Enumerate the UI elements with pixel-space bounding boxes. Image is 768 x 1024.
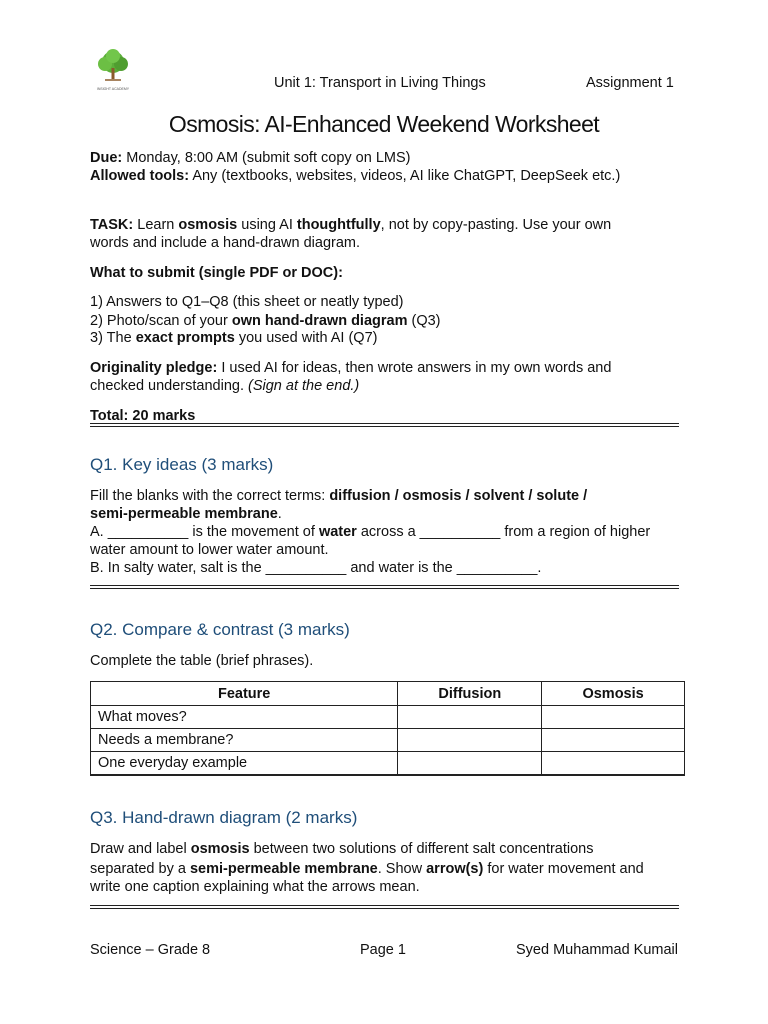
pledge-text: checked understanding. xyxy=(90,378,248,394)
item-bold: own hand-drawn diagram xyxy=(231,313,408,329)
tools-line xyxy=(90,167,620,185)
tools-value: Any (textbooks, websites, videos, AI like ChatGPT, DeepSeek etc.) xyxy=(189,168,621,184)
item-text: (Q3) xyxy=(407,313,441,329)
q1-intro xyxy=(90,487,587,505)
item-text: you used with AI (Q7) xyxy=(234,330,378,346)
table-row xyxy=(91,729,685,752)
q1-heading: Q1. Key ideas (3 marks) xyxy=(90,455,274,474)
due-label: Due: xyxy=(90,150,123,166)
row-label: What moves? xyxy=(91,706,398,729)
q3-line-3: write one caption explaining what the arrows mean. xyxy=(90,879,420,895)
task-bold-thoughtfully: thoughtfully xyxy=(296,217,381,233)
q1-part-a-line-2: water amount to lower water amount. xyxy=(90,542,329,558)
row-label: Needs a membrane? xyxy=(91,729,398,752)
footer-page-number: Page 1 xyxy=(360,942,406,958)
pledge-line-1 xyxy=(90,359,611,377)
q3-line-1 xyxy=(90,840,594,858)
submit-item-2 xyxy=(90,312,441,330)
q3-bold: semi-permeable membrane xyxy=(189,861,378,877)
q3-text: for water movement and xyxy=(483,861,644,877)
table-header-row xyxy=(91,682,685,706)
q1-terms: semi-permeable membrane xyxy=(90,506,278,522)
table-row xyxy=(91,752,685,776)
task-text: using AI xyxy=(237,217,297,233)
divider xyxy=(90,905,679,909)
submit-item-1: 1) Answers to Q1–Q8 (this sheet or neatly typed) xyxy=(90,294,404,310)
q1-part-a xyxy=(90,523,650,541)
q3-line-2 xyxy=(90,860,644,878)
answer-cell[interactable] xyxy=(542,706,685,729)
task-text: , not by copy-pasting. Use your own xyxy=(380,217,612,233)
q1-a-text: across a __________ from a region of higher xyxy=(356,524,651,540)
q3-text: . Show xyxy=(377,861,427,877)
q1-terms-line-2 xyxy=(90,505,282,523)
task-line-2: words and include a hand-drawn diagram. xyxy=(90,235,361,251)
divider xyxy=(90,585,679,589)
answer-cell[interactable] xyxy=(398,706,542,729)
col-osmosis: Osmosis xyxy=(542,682,685,706)
submit-item-3 xyxy=(90,329,377,347)
total-text: Total: 20 marks xyxy=(90,408,196,424)
tree-logo-icon xyxy=(93,48,133,82)
q1-terms: diffusion / osmosis / solvent / solute / xyxy=(329,488,588,504)
q3-text: Draw and label xyxy=(90,841,191,857)
comparison-table xyxy=(90,681,685,776)
pledge-label: Originality pledge: xyxy=(90,360,218,376)
item-text: 2) Photo/scan of your xyxy=(90,313,232,329)
col-diffusion: Diffusion xyxy=(398,682,542,706)
answer-cell[interactable] xyxy=(542,729,685,752)
q2-heading: Q2. Compare & contrast (3 marks) xyxy=(90,620,350,639)
school-logo xyxy=(93,48,133,90)
q1-a-bold: water xyxy=(318,524,357,540)
submit-heading-text: What to submit (single PDF or DOC): xyxy=(90,265,343,281)
assignment-label: Assignment 1 xyxy=(586,75,674,91)
task-line-1 xyxy=(90,216,611,234)
due-value: Monday, 8:00 AM (submit soft copy on LMS) xyxy=(122,150,411,166)
unit-title: Unit 1: Transport in Living Things xyxy=(274,75,486,91)
q3-bold: arrow(s) xyxy=(426,861,484,877)
pledge-line-2 xyxy=(90,377,359,395)
q2-intro: Complete the table (brief phrases). xyxy=(90,653,314,669)
pledge-text: I used AI for ideas, then wrote answers in my own words and xyxy=(217,360,612,376)
q1-a-text: A. __________ is the movement of xyxy=(90,524,319,540)
col-feature: Feature xyxy=(91,682,398,706)
answer-cell[interactable] xyxy=(542,752,685,776)
q3-bold: osmosis xyxy=(190,841,250,857)
footer-author: Syed Muhammad Kumail xyxy=(516,942,678,958)
logo-text: INSIGHT ACADEMY xyxy=(96,87,130,91)
footer-subject: Science – Grade 8 xyxy=(90,942,211,958)
item-text: 3) The xyxy=(90,330,136,346)
answer-cell[interactable] xyxy=(398,752,542,776)
q1-intro-text: Fill the blanks with the correct terms: xyxy=(90,488,330,504)
submit-heading xyxy=(90,264,343,282)
pledge-sign-note: (Sign at the end.) xyxy=(248,378,360,394)
item-bold: exact prompts xyxy=(135,330,235,346)
q1-period: . xyxy=(277,506,282,522)
divider xyxy=(90,423,679,427)
row-label: One everyday example xyxy=(91,752,398,776)
task-text: Learn xyxy=(133,217,179,233)
q3-heading: Q3. Hand-drawn diagram (2 marks) xyxy=(90,808,358,827)
page-title: Osmosis: AI-Enhanced Weekend Worksheet xyxy=(168,111,600,137)
due-line xyxy=(90,149,410,167)
q3-text: between two solutions of different salt concentrations xyxy=(249,841,594,857)
answer-cell[interactable] xyxy=(398,729,542,752)
q3-text: separated by a xyxy=(90,861,190,877)
q1-part-b: B. In salty water, salt is the __________ and water is the __________. xyxy=(90,560,542,576)
table-row xyxy=(91,706,685,729)
task-bold-osmosis: osmosis xyxy=(178,217,238,233)
tools-label: Allowed tools: xyxy=(90,168,190,184)
task-label: TASK: xyxy=(90,217,134,233)
